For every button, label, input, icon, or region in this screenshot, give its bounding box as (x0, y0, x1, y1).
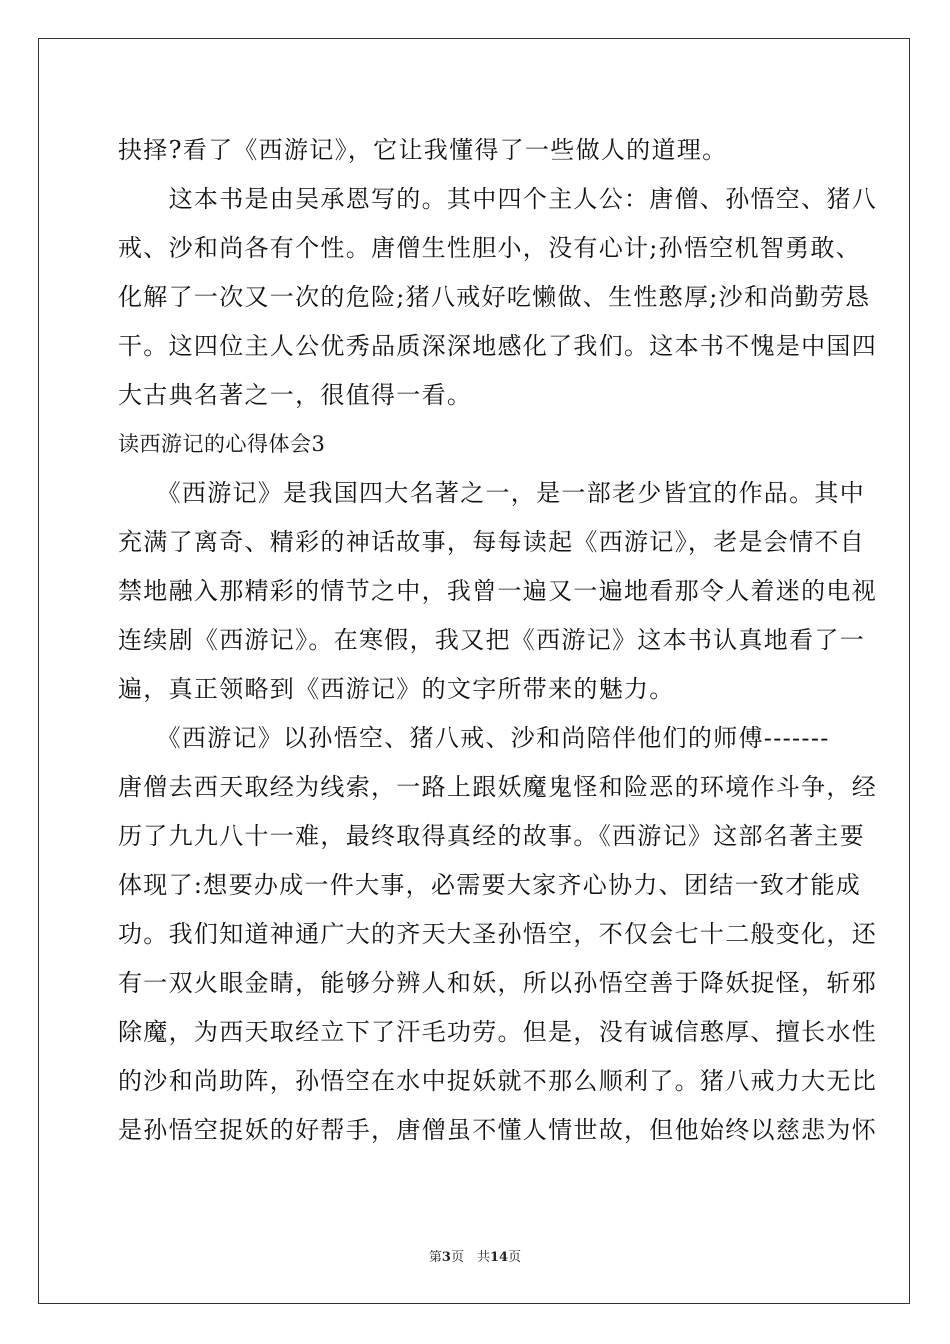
text-line: 历了九九八十一难，最终取得真经的故事。《西游记》这部名著主要 (118, 822, 865, 850)
text-line: 《西游记》以孙悟空、猪八戒、沙和尚陪伴他们的师傅------- (118, 724, 830, 752)
text-line: 功。我们知道神通广大的齐天大圣孙悟空，不仅会七十二般变化，还 (118, 920, 877, 948)
text-line: 抉择?看了《西游记》，它让我懂得了一些做人的道理。 (118, 136, 728, 164)
text-line: 禁地融入那精彩的情节之中，我曾一遍又一遍地看那令人着迷的电视 (118, 577, 877, 605)
text-line: 化解了一次又一次的危险;猪八戒好吃懒做、生性憨厚;沙和尚勤劳恳 (118, 283, 871, 311)
text-line: 体现了:想要办成一件大事，必需要大家齐心协力、团结一致才能成 (118, 871, 862, 899)
page-mid: 页 共 (450, 1250, 490, 1265)
text-line: 的沙和尚助阵，孙悟空在水中捉妖就不那么顺利了。猪八戒力大无比 (118, 1067, 877, 1095)
page-total: 14 (489, 1250, 509, 1265)
text-line: 有一双火眼金睛，能够分辨人和妖，所以孙悟空善于降妖捉怪，斩邪 (118, 969, 877, 997)
page-current: 3 (441, 1250, 451, 1265)
page-footer (0, 1246, 950, 1265)
document-body (118, 126, 877, 1155)
section-heading: 读西游记的心得体会3 (118, 432, 326, 456)
text-line: 戒、沙和尚各有个性。唐僧生性胆小，没有心计;孙悟空机智勇敢、 (118, 234, 862, 262)
text-line: 这本书是由吴承恩写的。其中四个主人公：唐僧、孙悟空、猪八 (118, 185, 877, 213)
page-suffix: 页 (508, 1250, 522, 1265)
text-line: 是孙悟空捉妖的好帮手，唐僧虽不懂人情世故，但他始终以慈悲为怀 (118, 1116, 877, 1144)
text-line: 大古典名著之一，很值得一看。 (118, 381, 473, 409)
text-line: 充满了离奇、精彩的神话故事，每每读起《西游记》，老是会情不自 (118, 528, 865, 556)
text-line: 遍，真正领略到《西游记》的文字所带来的魅力。 (118, 675, 675, 703)
text-line: 除魔，为西天取经立下了汗毛功劳。但是，没有诚信憨厚、擅长水性 (118, 1018, 877, 1046)
text-line: 唐僧去西天取经为线索，一路上跟妖魔鬼怪和险恶的环境作斗争，经 (118, 773, 877, 801)
page-prefix: 第 (428, 1250, 442, 1265)
text-line: 干。这四位主人公优秀品质深深地感化了我们。这本书不愧是中国四 (118, 332, 877, 360)
text-line: 连续剧《西游记》。在寒假，我又把《西游记》这本书认真地看了一 (118, 626, 865, 654)
text-line: 《西游记》是我国四大名著之一，是一部老少皆宜的作品。其中 (118, 479, 865, 507)
